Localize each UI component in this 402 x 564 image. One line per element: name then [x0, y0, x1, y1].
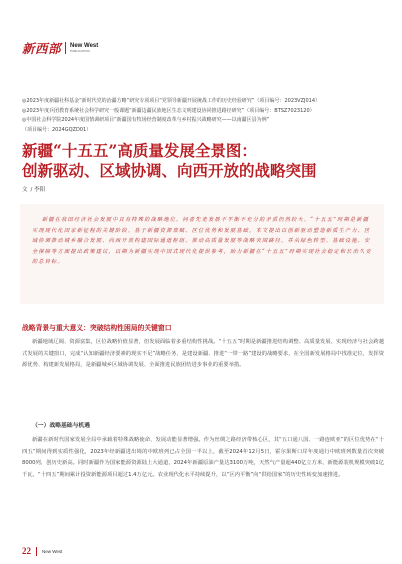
- author-sep: /: [30, 187, 35, 193]
- abstract-text: 新疆在我国经济社会发展中具有特殊的战略地位。问者先走发展不平衡不充分的矛盾仍然较大。“十五五”时期是新疆实现现代化国家新征程的关键阶段。基于新疆资源禀赋、区位优势和发展基础，本文提出以创新驱动塑造新质生产力、区域协调推动城乡融合发展、向西开放构建国际通道枢纽、推动高质量发展等战略突围路径，并从绿色转型、基础设施、安全保障等方面提出政策建议，以期为新疆实现中国式现代化提供参考，助力新疆在“十五五”时期实现社会稳定和长治久安的总目标。: [32, 217, 372, 266]
- author-line: [22, 185, 45, 193]
- funding-note: （项目编号：2024GQZD01）: [22, 126, 92, 133]
- page-footer: [22, 546, 62, 556]
- funding-note: ◎2023年度新疆社科基金“新时代党的治疆方略”研究专项项目“党领导新疆开展统战工作的历史经验研究”（项目编号：2023VZJ014）: [22, 98, 321, 104]
- footer-journal-name: New West: [42, 548, 63, 554]
- body-paragraph: 新疆在新时代国家发展全局中承载着特殊战略使命，发展动能显著增强。作为丝绸之路经济带核心区，其“五口通八国、一路连欧亚”的区位优势在“十四五”期间得到实质性强化，2023年经新疆进出境的中欧班列已占全国一半以上，截至2024年12月5日，霍尔果斯口岸年度通行中欧班列数量首次突破8000列，创历史新高。同时新疆作为国家能源资源陆上大通道，2024年新疆原油产量达3100万吨，天然气产量超440亿立方米，新能源装机规模突破1亿千瓦，“十四五”期间累计投资新能源项目超过1.4万亿元。农业现代化水平持续提升，以“区内平衡”向“供给国家”的历史性转变加速推进。: [22, 437, 384, 479]
- subsection-title: （一）战略基础与机遇: [32, 423, 90, 429]
- funding-notes: [22, 97, 384, 135]
- journal-logo-en: [70, 43, 98, 53]
- funding-note: ◎2023年度兵团教育系统社会科学研究一般课题“新疆边疆民族地区生态文明建设协同推进路径研究”（项目编号：BTSZ7023120）: [22, 107, 315, 114]
- abstract-box: [20, 204, 384, 304]
- masthead: [22, 40, 98, 56]
- page-number: 22: [22, 546, 31, 556]
- logo-en-sub: PUBLICATION: [70, 49, 90, 53]
- article-title: [22, 141, 384, 181]
- body-paragraph: 新疆地域辽阔、资源富集，区位战略价值显著，但发展面临着多重结构性挑战。“十五五”时期是新疆推进结构调整、高质量发展、实现经济与社会跨越式发展的关键窗口，完成“认知新疆经济要素的现实不足”战略任务，是建设新疆、推进“一带一路”建设的战略要求，在全国新发展格局中找准定位，发挥资源优势、构建新发展格局，是新疆城乡区域协调发展、全面推进民族团结进步事业的重要举措。: [22, 339, 384, 369]
- title-line-1: 新疆“十五五”高质量发展全景图：: [22, 141, 257, 160]
- funding-note: ◎中国社会科学院2024年度国情调研项目“新疆国有牧场经营制度改革与乡村振兴战略研究——以南疆区县为例”: [22, 117, 270, 124]
- author-label: 文: [22, 187, 28, 193]
- author-name: 李阳: [34, 187, 46, 193]
- logo-divider: [65, 42, 66, 54]
- section-title: 战略背景与重大意义：突破结构性困局的关键窗口: [22, 324, 172, 332]
- footer-divider: [36, 547, 37, 556]
- journal-logo-cn: 新西部: [22, 41, 62, 56]
- title-line-2: 创新驱动、区域协调、向西开放的战略突围: [22, 161, 317, 180]
- logo-en-main: New West: [70, 43, 99, 49]
